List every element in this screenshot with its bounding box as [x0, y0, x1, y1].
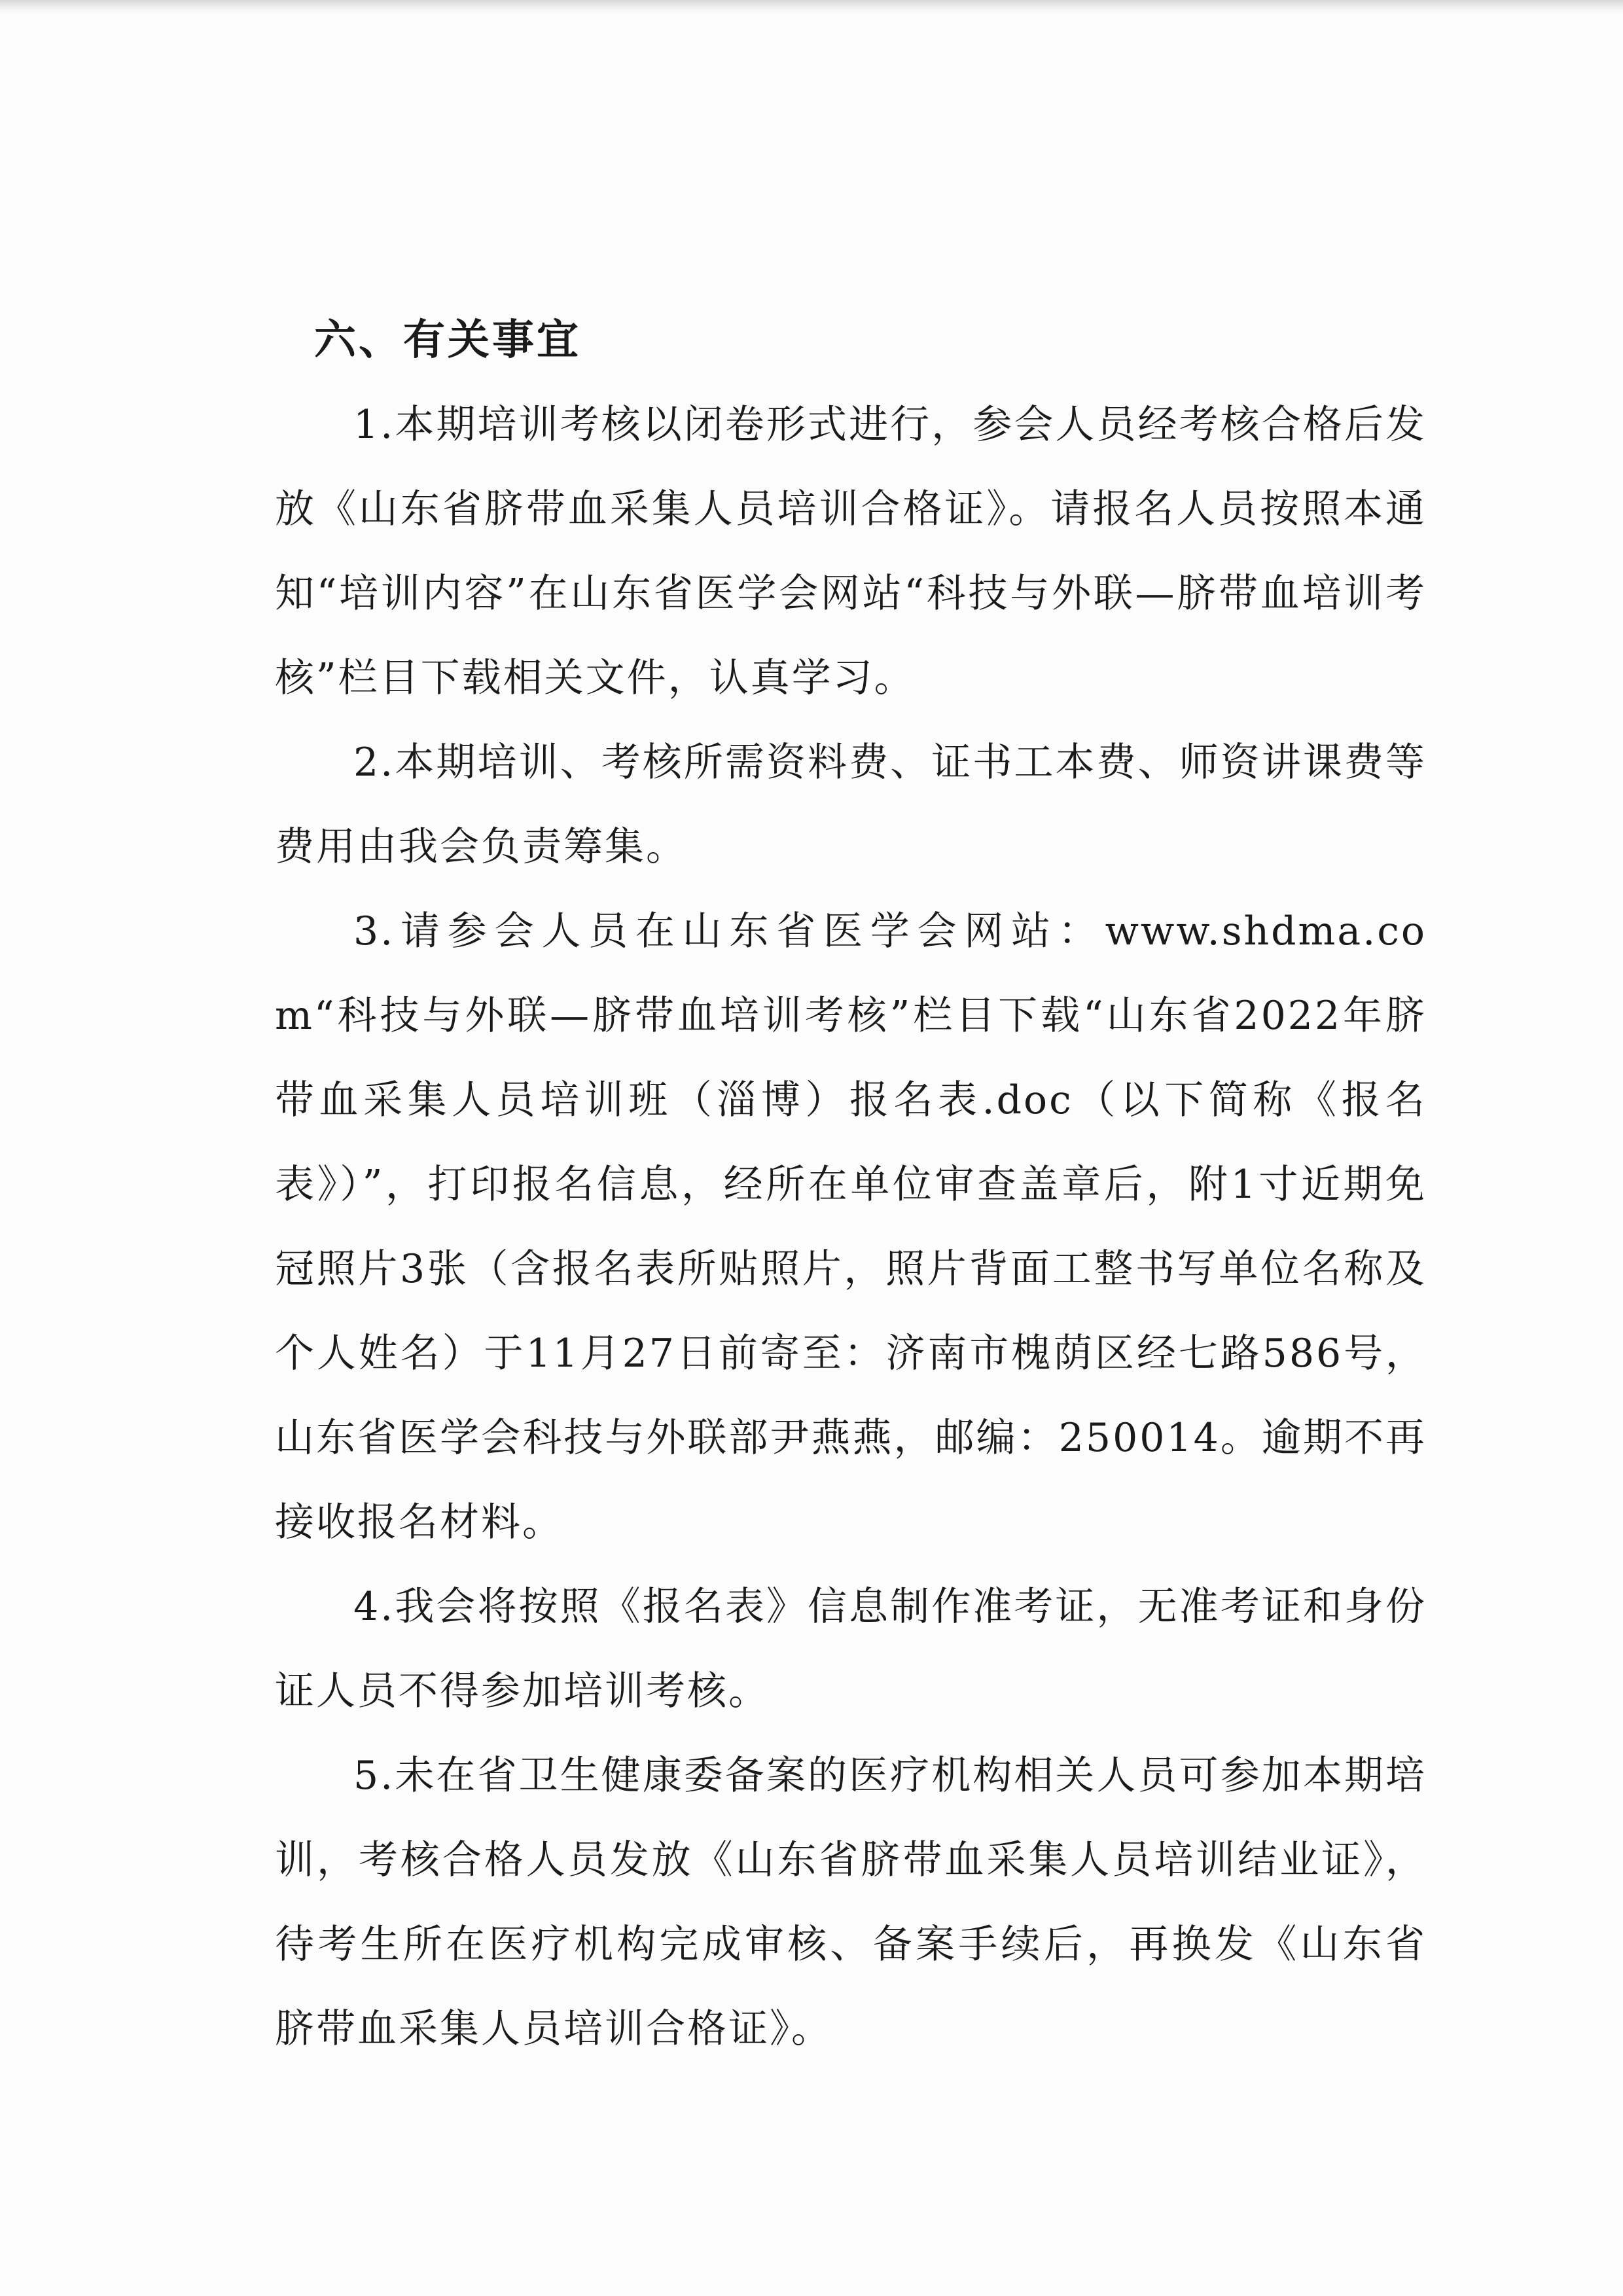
- paragraph-3: 3.请参会人员在山东省医学会网站：www.shdma.com“科技与外联—脐带血培训考核”栏目下载“山东省2022年脐带血采集人员培训班（淄博）报名表.doc（以下简称《报名表》）”，打印报名信息，经所在单位审查盖章后，附1寸近期免冠照片3张（含报名表所贴照片，照片背面工整书写单位名称及个人姓名）于11月27日前寄至：济南市槐荫区经七路586号，山东省医学会科技与外联部尹燕燕，邮编：250014。逾期不再接收报名材料。: [275, 908, 1427, 1545]
- section-heading: 六、有关事宜: [314, 316, 581, 365]
- document-body: [275, 298, 1427, 2072]
- paragraph-1: 1.本期培训考核以闭卷形式进行，参会人员经考核合格后发放《山东省脐带血采集人员培训合格证》。请报名人员按照本通知“培训内容”在山东省医学会网站“科技与外联—脐带血培训考核”栏目下载相关文件，认真学习。: [275, 402, 1427, 701]
- scan-top-edge: [0, 0, 1623, 16]
- paragraph-4: 4.我会将按照《报名表》信息制作准考证，无准考证和身份证人员不得参加培训考核。: [275, 1584, 1427, 1714]
- paragraph-2: 2.本期培训、考核所需资料费、证书工本费、师资讲课费等费用由我会负责筹集。: [275, 740, 1427, 870]
- paragraph-5: 5.未在省卫生健康委备案的医疗机构相关人员可参加本期培训，考核合格人员发放《山东省脐带血采集人员培训结业证》，待考生所在医疗机构完成审核、备案手续后，再换发《山东省脐带血采集人员培训合格证》。: [275, 1753, 1427, 2052]
